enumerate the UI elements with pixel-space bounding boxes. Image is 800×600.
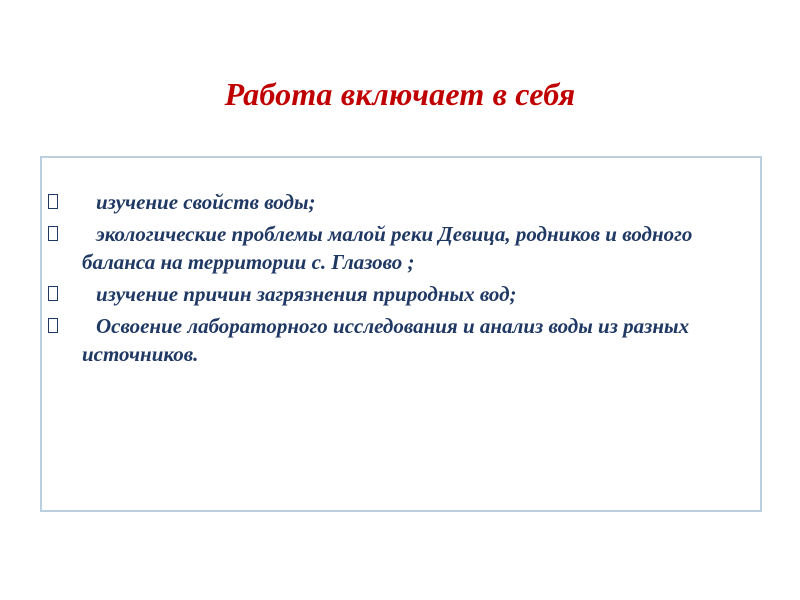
bullet-list: [48, 188, 738, 372]
content-box: [40, 156, 762, 512]
list-item-text: Освоение лабораторного исследования и анализ воды из разных источников.: [82, 314, 690, 366]
list-item-text: экологические проблемы малой реки Девица, родников и водного баланса на территории с. Глазово ;: [82, 222, 693, 274]
box-bullet-icon: [48, 318, 58, 333]
box-bullet-icon: [48, 226, 58, 241]
list-item: [48, 188, 738, 216]
list-item: [48, 312, 738, 368]
list-item: [48, 280, 738, 308]
box-bullet-icon: [48, 286, 58, 301]
list-item: [48, 220, 738, 276]
slide-title: Работа включает в себя: [224, 76, 576, 112]
box-bullet-icon: [48, 194, 58, 209]
list-item-text: изучение свойств воды;: [96, 190, 316, 214]
list-item-text: изучение причин загрязнения природных вод;: [96, 282, 517, 306]
